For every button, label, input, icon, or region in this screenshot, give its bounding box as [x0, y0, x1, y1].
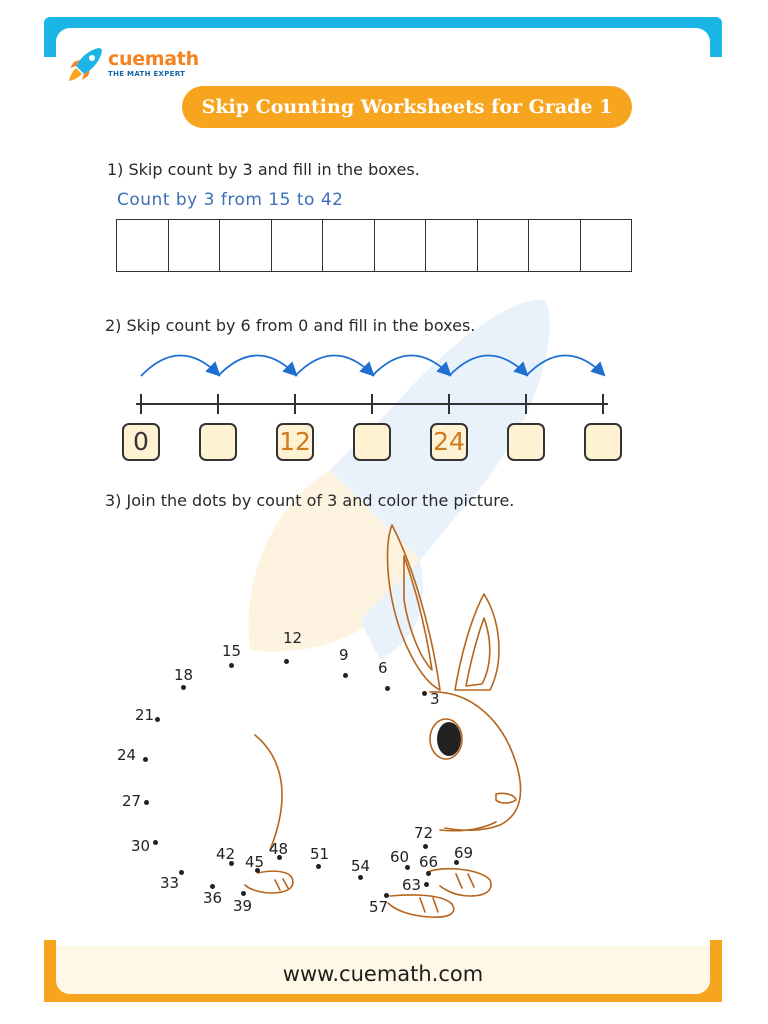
dot-label: 66 — [419, 853, 439, 871]
question-1-hint: Count by 3 from 15 to 42 — [117, 190, 344, 210]
dot-label: 36 — [203, 889, 223, 907]
brand-tagline: THE MATH EXPERT — [108, 70, 186, 78]
dot-label: 18 — [174, 666, 194, 684]
footer-url[interactable]: www.cuemath.com — [282, 962, 484, 986]
dot-point[interactable] — [153, 840, 158, 845]
number-line-box[interactable]: 24 — [430, 423, 468, 461]
dot-point[interactable] — [426, 871, 431, 876]
dot-label: 72 — [414, 824, 434, 842]
dot-label: 69 — [454, 844, 474, 862]
dot-point[interactable] — [424, 882, 429, 887]
dot-point[interactable] — [358, 875, 363, 880]
dot-label: 33 — [160, 874, 180, 892]
question-2-text: 2) Skip count by 6 from 0 and fill in the boxes. — [105, 316, 476, 335]
dot-point[interactable] — [316, 864, 321, 869]
dot-point[interactable] — [229, 663, 234, 668]
dot-point[interactable] — [385, 686, 390, 691]
dot-label: 63 — [402, 876, 422, 894]
dot-point[interactable] — [143, 757, 148, 762]
dot-label: 60 — [390, 848, 410, 866]
dot-label: 6 — [378, 659, 388, 677]
brand-name: cuemath — [108, 48, 199, 70]
dot-point[interactable] — [144, 800, 149, 805]
number-line-box[interactable]: 0 — [122, 423, 160, 461]
dot-point[interactable] — [423, 844, 428, 849]
dot-label: 30 — [131, 837, 151, 855]
dot-label: 27 — [122, 792, 142, 810]
dot-label: 45 — [245, 853, 265, 871]
dot-label: 15 — [222, 642, 242, 660]
question-3-text: 3) Join the dots by count of 3 and color the picture. — [105, 491, 515, 510]
question-1-text: 1) Skip count by 3 and fill in the boxes. — [107, 160, 420, 179]
dot-label: 57 — [369, 898, 389, 916]
dot-label: 21 — [135, 706, 155, 724]
dot-label: 3 — [430, 690, 440, 708]
dot-point[interactable] — [284, 659, 289, 664]
dot-point[interactable] — [343, 673, 348, 678]
dot-label: 12 — [283, 629, 303, 647]
dot-label: 24 — [117, 746, 137, 764]
dot-label: 42 — [216, 845, 236, 863]
dot-label: 51 — [310, 845, 330, 863]
dot-label: 48 — [269, 840, 289, 858]
dot-point[interactable] — [181, 685, 186, 690]
dot-point[interactable] — [241, 891, 246, 896]
dot-label: 9 — [339, 646, 349, 664]
dot-point[interactable] — [179, 870, 184, 875]
page-title: Skip Counting Worksheets for Grade 1 — [182, 86, 632, 128]
dot-point[interactable] — [155, 717, 160, 722]
number-line-box[interactable]: 12 — [276, 423, 314, 461]
dot-point[interactable] — [422, 691, 427, 696]
dot-label: 54 — [351, 857, 371, 875]
dot-label: 39 — [233, 897, 253, 915]
